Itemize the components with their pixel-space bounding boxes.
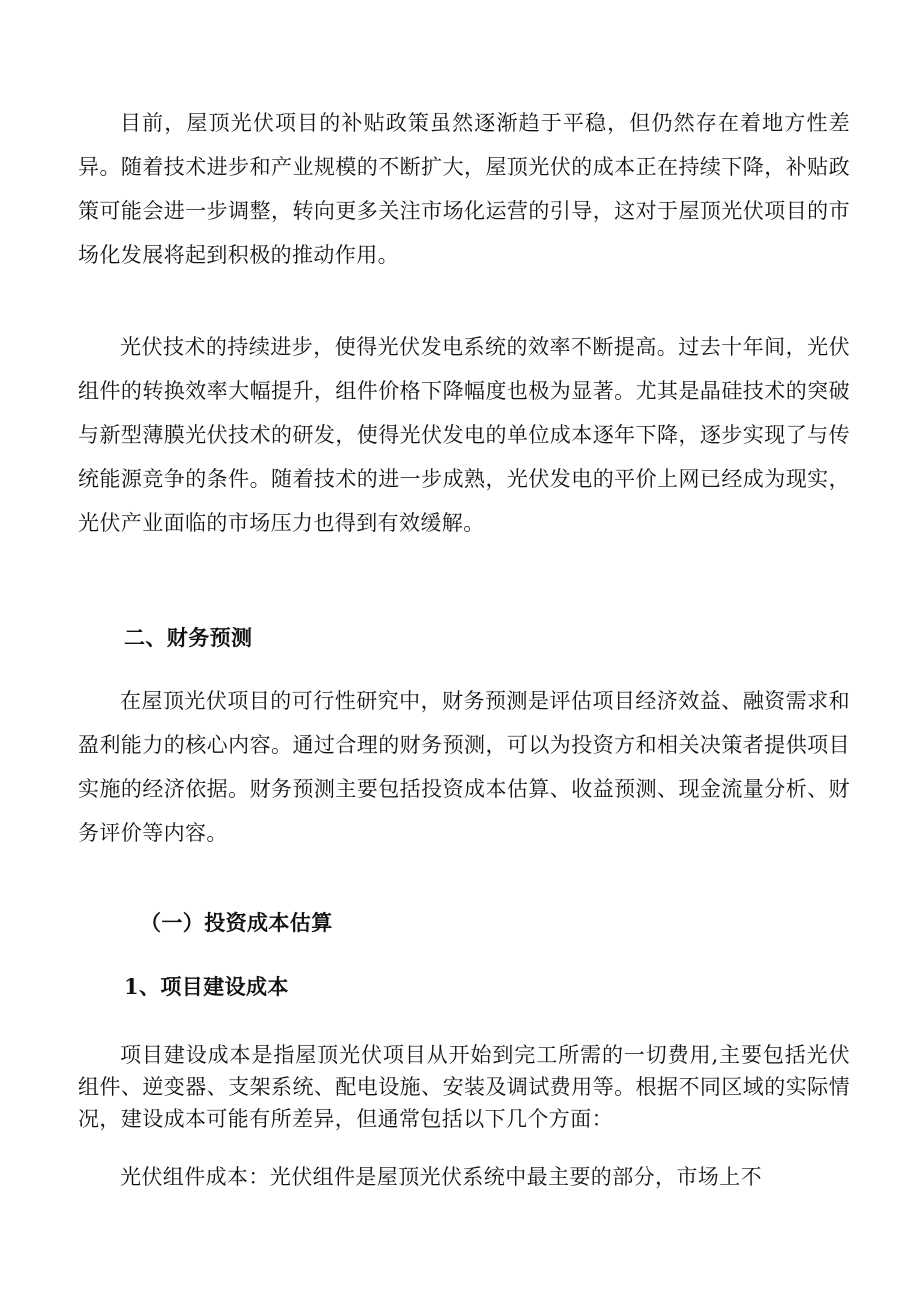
paragraph-financial-forecast: 在屋顶光伏项目的可行性研究中，财务预测是评估项目经济效益、融资需求和盈利能力的核心内容。通过合理的财务预测，可以为投资方和相关决策者提供项目实施的经济依据。财务预测主要包括投资成本估算、收益预测、现金流量分析、财务评价等内容。 [78,689,850,845]
subsection-heading-investment-cost: （一）投资成本估算 [140,910,333,935]
paragraph-subsidy-policy: 目前，屋顶光伏项目的补贴政策虽然逐渐趋于平稳，但仍然存在着地方性差异。随着技术进步和产业规模的不断扩大，屋顶光伏的成本正在持续下降，补贴政策可能会进一步调整，转向更多关注市场化运营的引导，这对于屋顶光伏项目的市场化发展将起到积极的推动作用。 [78,111,850,267]
item-heading-construction-cost: 1、项目建设成本 [124,974,289,999]
paragraph-pv-technology: 光伏技术的持续进步，使得光伏发电系统的效率不断提高。过去十年间，光伏组件的转换效率大幅提升，组件价格下降幅度也极为显著。尤其是晶硅技术的突破与新型薄膜光伏技术的研发，使得光伏发电的单位成本逐年下降，逐步实现了与传统能源竞争的条件。随着技术的进一步成熟，光伏发电的平价上网已经成为现实，光伏产业面临的市场压力也得到有效缓解。 [78,335,850,535]
section-heading-financial-forecast: 二、财务预测 [124,625,253,650]
paragraph-construction-cost: 项目建设成本是指屋顶光伏项目从开始到完工所需的一切费用,主要包括光伏组件、逆变器、支架系统、配电设施、安装及调试费用等。根据不同区域的实际情况，建设成本可能有所差异，但通常包括以下几个方面： [78,1043,850,1131]
paragraph-pv-module-cost: 光伏组件成本：光伏组件是屋顶光伏系统中最主要的部分，市场上不 [120,1165,762,1189]
